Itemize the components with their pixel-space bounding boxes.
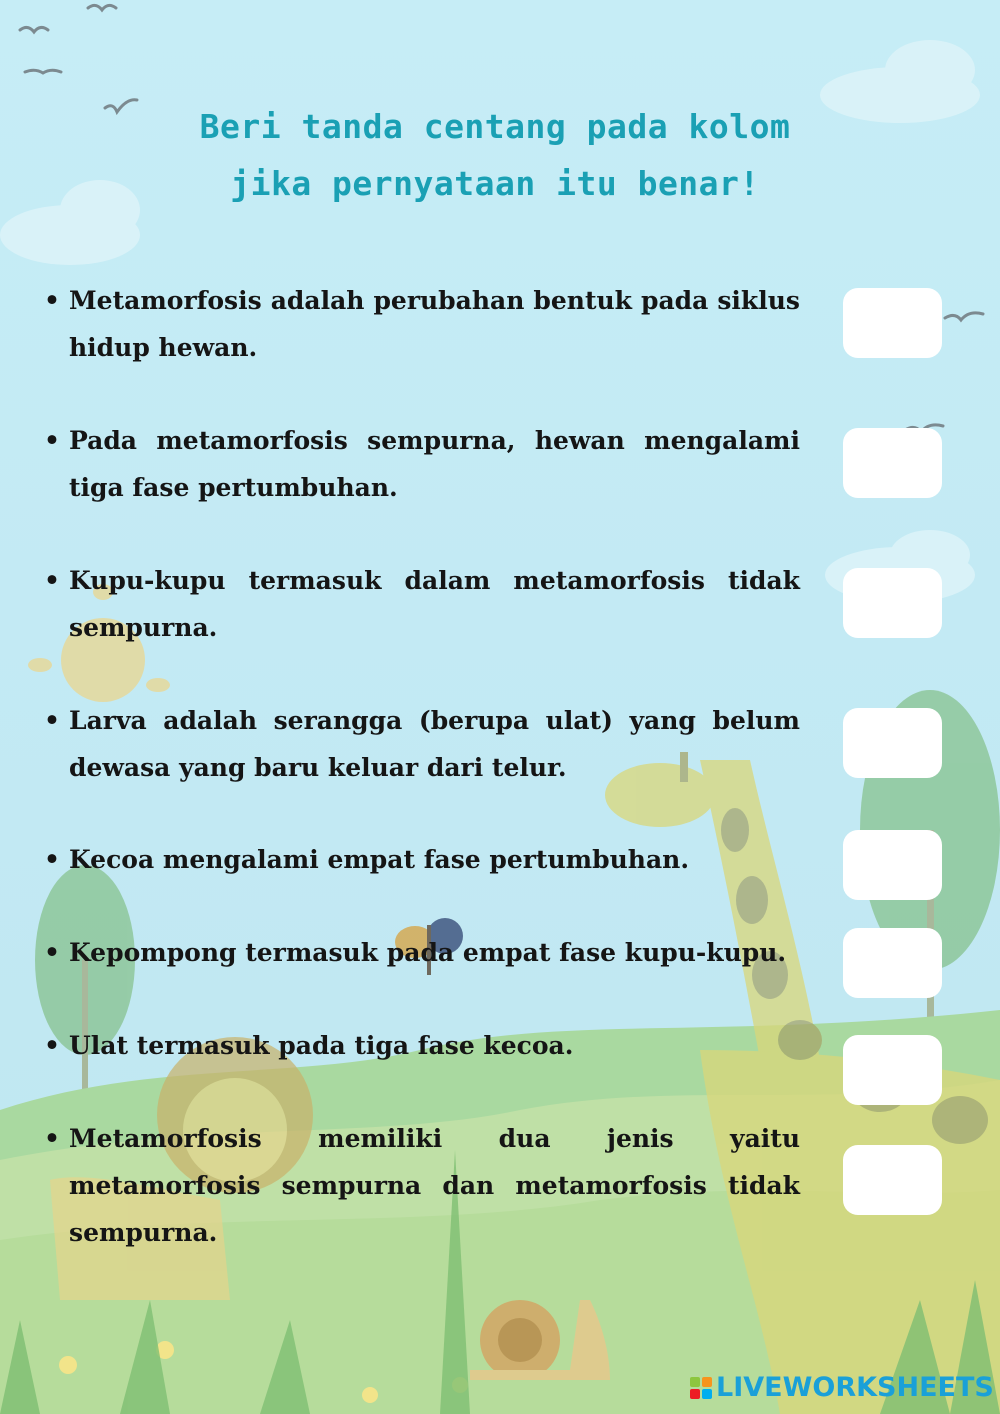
bullet: • [44, 938, 60, 967]
statement-item [44, 417, 800, 511]
statement-item [44, 836, 800, 883]
statement-item [44, 1115, 800, 1256]
bullet: • [44, 845, 60, 874]
bullet: • [44, 706, 60, 735]
statement-text: Kepompong termasuk pada empat fase kupu-kupu. [69, 938, 787, 967]
statement-text: Metamorfosis memiliki dua jenis yaitu metamorfosis sempurna dan metamorfosis tidak sempurna. [69, 1124, 800, 1247]
instruction-title-line1: Beri tanda centang pada kolom [199, 107, 791, 146]
statement-item [44, 929, 800, 976]
bullet: • [44, 566, 60, 595]
logo-text: LIVEWORKSHEETS [716, 1372, 994, 1403]
bullet: • [44, 1124, 60, 1153]
statement-text: Pada metamorfosis sempurna, hewan mengalami tiga fase pertumbuhan. [69, 426, 800, 502]
answer-checkbox[interactable] [843, 708, 942, 778]
statement-text: Kecoa mengalami empat fase pertumbuhan. [69, 845, 690, 874]
statement-text: Metamorfosis adalah perubahan bentuk pada siklus hidup hewan. [69, 286, 800, 362]
answer-checkbox[interactable] [843, 830, 942, 900]
answer-checkbox[interactable] [843, 428, 942, 498]
statement-item [44, 277, 800, 371]
logo-icon [690, 1377, 712, 1399]
answer-checkbox[interactable] [843, 1035, 942, 1105]
liveworksheets-logo [690, 1372, 994, 1403]
bullet: • [44, 1031, 60, 1060]
answer-checkbox[interactable] [843, 288, 942, 358]
statement-item [44, 697, 800, 791]
answer-checkbox[interactable] [843, 928, 942, 998]
statement-item [44, 557, 800, 651]
statement-text: Kupu-kupu termasuk dalam metamorfosis tidak sempurna. [69, 566, 800, 642]
instruction-title-line2: jika pernyataan itu benar! [230, 164, 760, 203]
statement-item [44, 1022, 800, 1069]
statement-text: Larva adalah serangga (berupa ulat) yang belum dewasa yang baru keluar dari telur. [69, 706, 800, 782]
answer-checkbox[interactable] [843, 1145, 942, 1215]
statement-text: Ulat termasuk pada tiga fase kecoa. [69, 1031, 574, 1060]
answer-checkbox[interactable] [843, 568, 942, 638]
bullet: • [44, 286, 60, 315]
bullet: • [44, 426, 60, 455]
